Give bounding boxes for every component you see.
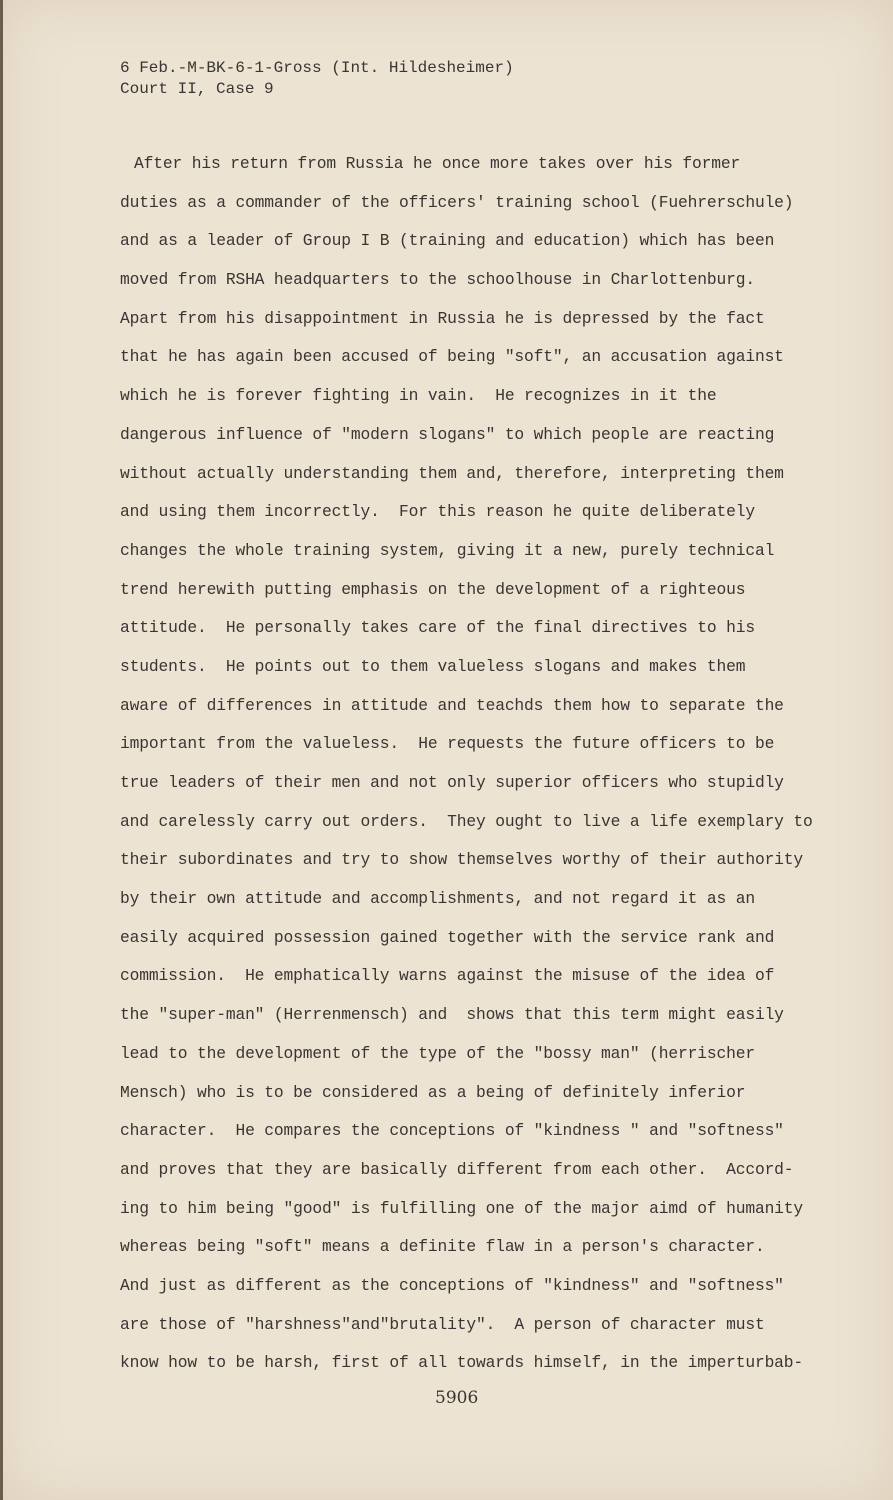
body-line: students. He points out to them valueless slogans and makes them xyxy=(120,656,746,676)
body-line: and proves that they are basically different from each other. Accord- xyxy=(120,1159,794,1179)
body-line: without actually understanding them and, therefore, interpreting them xyxy=(120,463,784,483)
body-line: Mensch) who is to be considered as a being of definitely inferior xyxy=(120,1082,746,1102)
body-line: know how to be harsh, first of all towards himself, in the imperturbab- xyxy=(120,1353,804,1373)
body-line: and carelessly carry out orders. They ought to live a life exemplary to xyxy=(120,811,813,831)
page-number: 5906 xyxy=(435,1388,479,1408)
body-line: attitude. He personally takes care of the final directives to his xyxy=(120,618,755,638)
body-line: lead to the development of the type of the "bossy man" (herrischer xyxy=(120,1043,755,1063)
body-line: duties as a commander of the officers' training school (Fuehrerschule) xyxy=(120,192,794,212)
body-line: dangerous influence of "modern slogans" to which people are reacting xyxy=(120,424,775,444)
header-court-line: Court II, Case 9 xyxy=(120,80,274,98)
body-line: that he has again been accused of being "soft", an accusation against xyxy=(120,347,784,367)
document-body xyxy=(120,152,813,1390)
body-line: moved from RSHA headquarters to the schoolhouse in Charlottenburg. xyxy=(120,270,755,290)
body-line: and using them incorrectly. For this reason he quite deliberately xyxy=(120,502,755,522)
body-line: true leaders of their men and not only superior officers who stupidly xyxy=(120,773,784,792)
body-line: character. He compares the conceptions of "kindness " and "softness" xyxy=(120,1121,784,1141)
body-line: are those of "harshness"and"brutality". A person of character must xyxy=(120,1314,765,1334)
body-line: and as a leader of Group I B (training and education) which has been xyxy=(120,231,775,251)
body-line: ing to him being "good" is fulfilling one of the major aimd of humanity xyxy=(120,1198,804,1218)
body-line: changes the whole training system, giving it a new, purely technical xyxy=(120,540,775,560)
document-header xyxy=(120,58,514,100)
body-line: And just as different as the conceptions of "kindness" and "softness" xyxy=(120,1275,784,1295)
body-line: important from the valueless. He requests the future officers to be xyxy=(120,734,775,754)
body-line: their subordinates and try to show themselves worthy of their authority xyxy=(120,850,804,870)
body-line: commission. He emphatically warns against the misuse of the idea of xyxy=(120,966,775,986)
body-line: which he is forever fighting in vain. He recognizes in it the xyxy=(120,386,717,406)
body-line: trend herewith putting emphasis on the development of a righteous xyxy=(120,579,746,599)
body-line: the "super-man" (Herrenmensch) and shows that this term might easily xyxy=(120,1005,784,1025)
body-line: aware of differences in attitude and teachds them how to separate the xyxy=(120,695,784,715)
body-line: whereas being "soft" means a definite flaw in a person's character. xyxy=(120,1237,765,1257)
body-line: After his return from Russia he once more takes over his former xyxy=(134,154,741,173)
body-line: by their own attitude and accomplishments, and not regard it as an xyxy=(120,889,755,909)
header-reference-line: 6 Feb.-M-BK-6-1-Gross (Int. Hildesheimer) xyxy=(120,59,514,77)
body-line: Apart from his disappointment in Russia he is depressed by the fact xyxy=(120,308,765,328)
body-line: easily acquired possession gained together with the service rank and xyxy=(120,927,775,947)
